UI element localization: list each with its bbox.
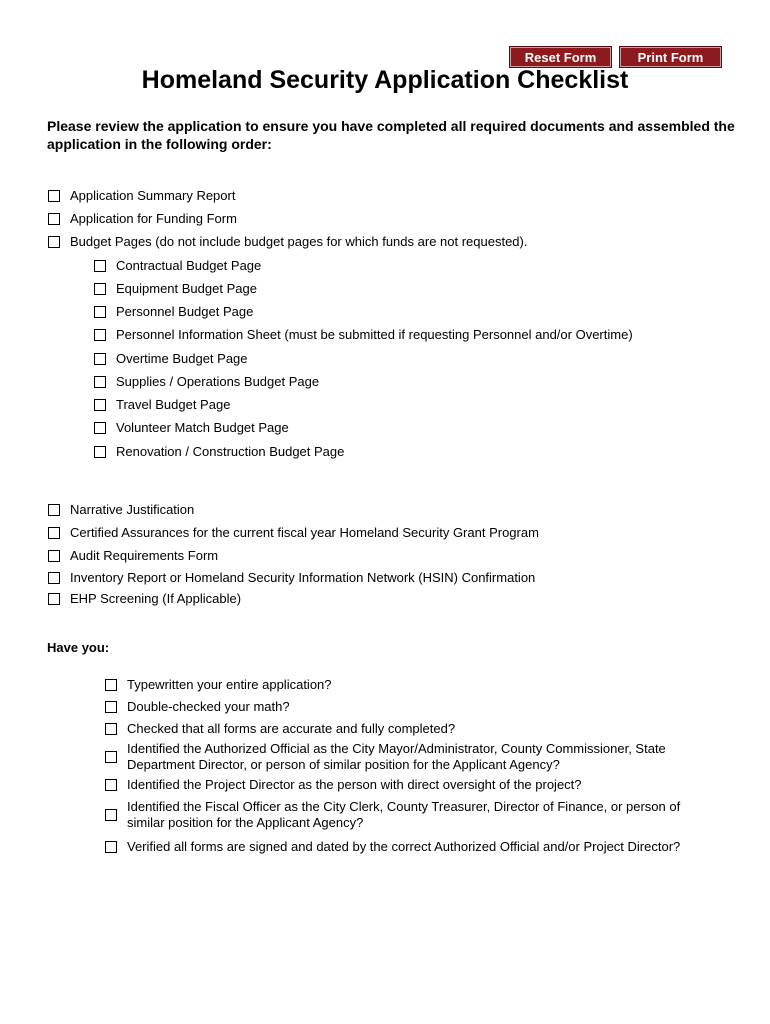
checklist-label: Overtime Budget Page xyxy=(116,351,248,366)
checkbox[interactable] xyxy=(48,213,60,225)
checkbox[interactable] xyxy=(48,236,60,248)
checklist-label: Equipment Budget Page xyxy=(116,281,257,296)
checklist-label: Supplies / Operations Budget Page xyxy=(116,374,320,389)
checkbox[interactable] xyxy=(94,283,106,295)
checklist-label: Application for Funding Form xyxy=(70,211,237,226)
page-title: Homeland Security Application Checklist xyxy=(141,66,629,94)
checklist-label: Application Summary Report xyxy=(70,188,236,203)
checkbox[interactable] xyxy=(105,723,117,735)
checkbox[interactable] xyxy=(105,679,117,691)
checkbox[interactable] xyxy=(105,701,117,713)
intro-text: Please review the application to ensure you have completed all required documents and assembled the application in the following order: xyxy=(47,118,735,152)
checklist-label: Inventory Report or Homeland Security Information Network (HSIN) Confirmation xyxy=(70,570,536,585)
checklist-label: Double-checked your math? xyxy=(127,699,290,714)
checkbox[interactable] xyxy=(94,376,106,388)
checklist-label: Checked that all forms are accurate and fully completed? xyxy=(127,721,456,736)
checklist-label: Certified Assurances for the current fiscal year Homeland Security Grant Program xyxy=(70,525,539,540)
checklist-label: EHP Screening (If Applicable) xyxy=(70,591,242,606)
checkbox[interactable] xyxy=(94,306,106,318)
checklist-label: Narrative Justification xyxy=(70,502,195,517)
checkbox[interactable] xyxy=(105,841,117,853)
checklist-label: Personnel Budget Page xyxy=(116,304,254,319)
checkbox[interactable] xyxy=(94,260,106,272)
checklist-label: Volunteer Match Budget Page xyxy=(116,420,289,435)
checklist-label: Verified all forms are signed and dated by the correct Authorized Official and/or Project Director? xyxy=(127,839,681,854)
checkbox[interactable] xyxy=(94,353,106,365)
checkbox[interactable] xyxy=(94,399,106,411)
checkbox[interactable] xyxy=(105,779,117,791)
checkbox[interactable] xyxy=(94,422,106,434)
checkbox[interactable] xyxy=(94,329,106,341)
checklist-label: Identified the Fiscal Officer as the City Clerk, County Treasurer, Director of Finance, or person of similar position for the Applicant Agency? xyxy=(127,799,681,830)
checklist-label: Typewritten your entire application? xyxy=(127,677,332,692)
checklist-label: Contractual Budget Page xyxy=(116,258,262,273)
checkbox[interactable] xyxy=(48,527,60,539)
checkbox[interactable] xyxy=(105,809,117,821)
checklist-label: Personnel Information Sheet (must be submitted if requesting Personnel and/or Overtime) xyxy=(116,327,633,342)
checklist-label: Identified the Authorized Official as the City Mayor/Administrator, County Commissioner, State Department Director, or person of similar position for the Applicant Agency? xyxy=(127,741,666,772)
checkbox[interactable] xyxy=(48,504,60,516)
reset-form-button[interactable]: Reset Form xyxy=(509,46,612,68)
checklist-label: Budget Pages (do not include budget pages for which funds are not requested). xyxy=(70,234,528,249)
have-you-heading: Have you: xyxy=(47,640,110,655)
checklist-label: Travel Budget Page xyxy=(116,397,231,412)
checkbox[interactable] xyxy=(105,751,117,763)
checklist-label: Audit Requirements Form xyxy=(70,548,219,563)
checklist-label: Renovation / Construction Budget Page xyxy=(116,444,345,459)
checkbox[interactable] xyxy=(94,446,106,458)
checkbox[interactable] xyxy=(48,572,60,584)
print-form-button[interactable]: Print Form xyxy=(619,46,722,68)
checklist-label: Identified the Project Director as the person with direct oversight of the project? xyxy=(127,777,582,792)
checkbox[interactable] xyxy=(48,550,60,562)
checkbox[interactable] xyxy=(48,593,60,605)
checkbox[interactable] xyxy=(48,190,60,202)
